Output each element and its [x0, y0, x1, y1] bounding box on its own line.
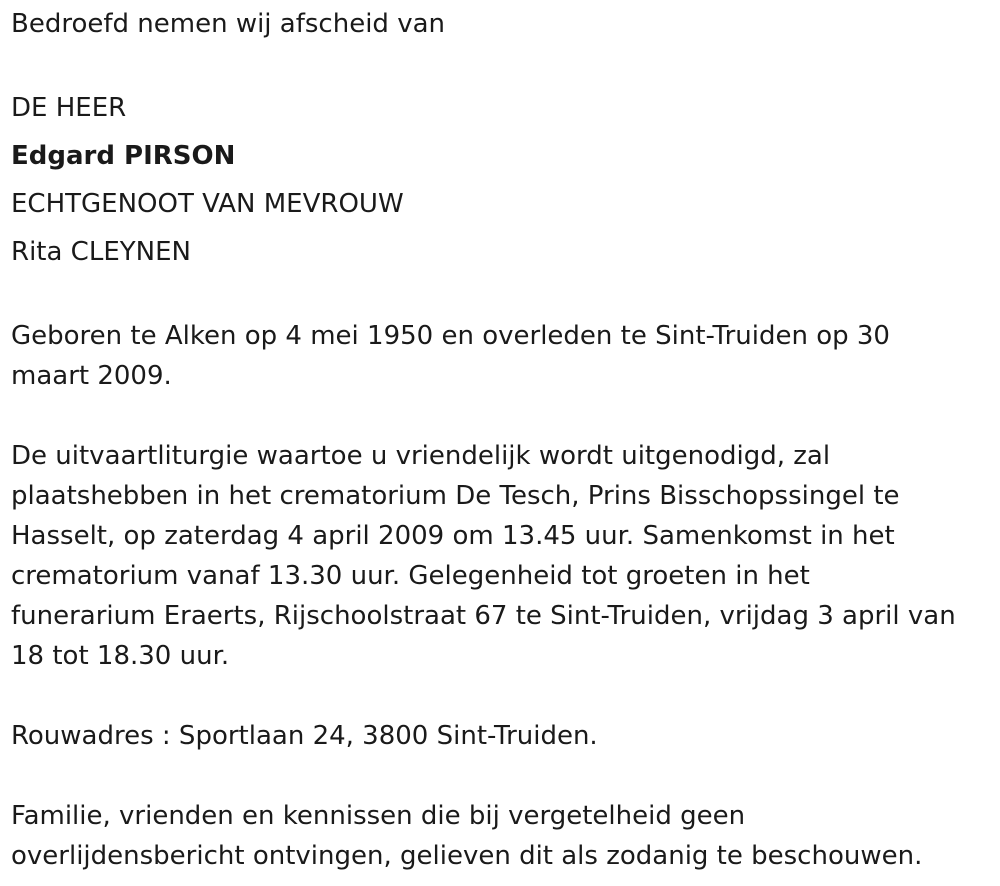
paragraph-line: maart 2009.	[11, 361, 172, 391]
spacer	[11, 44, 996, 84]
spacer	[11, 396, 996, 436]
paragraph-line: Familie, vrienden en kennissen die bij vergetelheid geen	[11, 801, 746, 831]
title-prefix: DE HEER	[11, 93, 127, 123]
spacer	[11, 676, 996, 716]
paragraph-line: Geboren te Alken op 4 mei 1950 en overleden te Sint-Truiden op 30	[11, 321, 890, 351]
paragraph-line: funerarium Eraerts, Rijschoolstraat 67 te Sint-Truiden, vrijdag 3 april van	[11, 601, 956, 631]
spouse-name: Rita CLEYNEN	[11, 237, 191, 267]
obituary-notice	[11, 4, 996, 876]
mourning-address: Rouwadres : Sportlaan 24, 3800 Sint-Truiden.	[11, 721, 598, 751]
paragraph-line: crematorium vanaf 13.30 uur. Gelegenheid tot groeten in het	[11, 561, 810, 591]
spacer	[11, 276, 996, 316]
paragraph-line: overlijdensbericht ontvingen, gelieven dit als zodanig te beschouwen.	[11, 841, 923, 871]
closing-paragraph	[11, 796, 996, 876]
paragraph-line: De uitvaartliturgie waartoe u vriendelijk wordt uitgenodigd, zal	[11, 441, 831, 471]
birth-death-paragraph	[11, 316, 996, 396]
spacer	[11, 756, 996, 796]
spouse-label: ECHTGENOOT VAN MEVROUW	[11, 189, 404, 219]
deceased-name: Edgard PIRSON	[11, 141, 236, 171]
ceremony-paragraph	[11, 436, 996, 676]
paragraph-line: plaatshebben in het crematorium De Tesch, Prins Bisschopssingel te	[11, 481, 900, 511]
intro-text: Bedroefd nemen wij afscheid van	[11, 9, 445, 39]
paragraph-line: Hasselt, op zaterdag 4 april 2009 om 13.45 uur. Samenkomst in het	[11, 521, 895, 551]
paragraph-line: 18 tot 18.30 uur.	[11, 641, 230, 671]
